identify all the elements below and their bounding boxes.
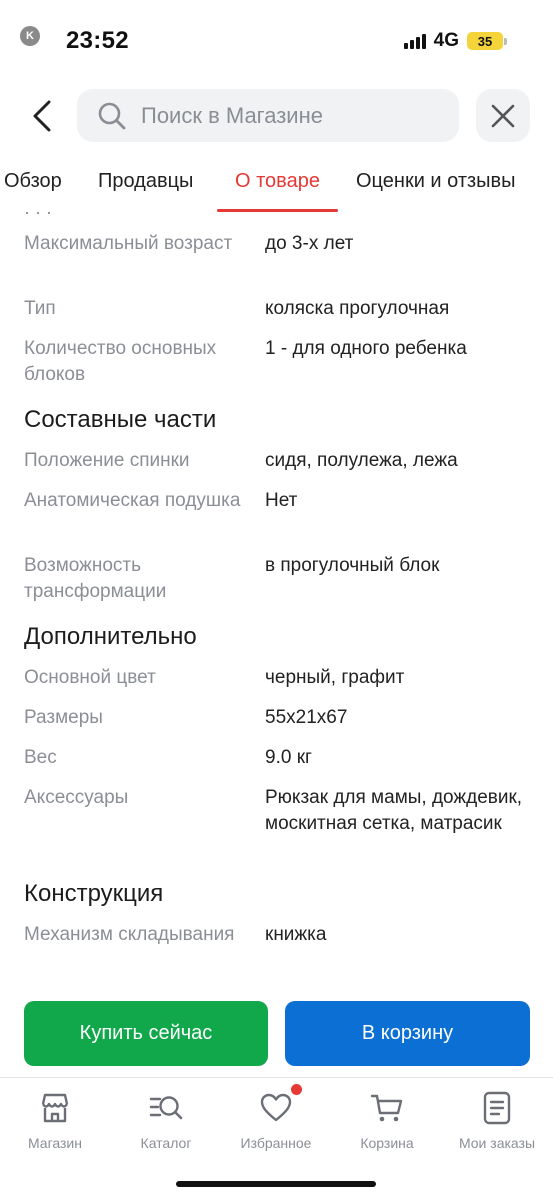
logo-mark-icon: K [20, 26, 40, 46]
nav-item-store[interactable] [5, 1090, 105, 1151]
search-bar[interactable] [77, 89, 459, 142]
specifications-list [0, 212, 553, 988]
source-logo [20, 26, 40, 46]
spec-value: коляска прогулочная [265, 298, 450, 319]
cellular-signal-icon [404, 33, 426, 49]
nav-item-cart[interactable] [337, 1090, 437, 1151]
home-indicator[interactable] [176, 1181, 376, 1187]
clipped-previous-row: · · · [24, 212, 52, 222]
nav-item-favorites[interactable] [226, 1090, 326, 1151]
search-header [0, 88, 553, 144]
close-icon [490, 103, 516, 129]
battery-level: 35 [467, 32, 503, 50]
spec-value: 1 - для одного ребенка [265, 338, 467, 359]
spec-value: сидя, полулежа, лежа [265, 450, 458, 471]
favorites-badge-dot [291, 1084, 302, 1095]
spec-key: Количество основных блоков [24, 338, 217, 385]
network-type: 4G [433, 30, 459, 51]
spec-key: Основной цвет [24, 667, 156, 688]
nav-label: Каталог [140, 1135, 192, 1151]
spec-value: Рюкзак для мамы, дождевик, москитная сетка, матрасик [265, 787, 523, 834]
nav-label: Избранное [240, 1135, 312, 1151]
nav-item-catalog[interactable] [116, 1090, 216, 1151]
orders-icon [479, 1090, 515, 1126]
status-time: 23:52 [66, 27, 129, 54]
store-icon [37, 1090, 73, 1126]
chevron-left-icon [31, 99, 53, 133]
spec-key: Механизм складывания [24, 924, 235, 945]
close-button[interactable] [476, 89, 530, 142]
spec-value: до 3-х лет [265, 233, 354, 254]
spec-value: 55х21х67 [265, 707, 348, 728]
search-input[interactable] [141, 103, 431, 129]
spec-value: Нет [265, 490, 298, 511]
product-tabs [0, 160, 553, 212]
spec-key: Максимальный возраст [24, 233, 233, 254]
search-icon [97, 101, 127, 131]
nav-label: Мои заказы [458, 1135, 536, 1151]
spec-key: Тип [24, 298, 56, 319]
spec-value: в прогулочный блок [265, 555, 440, 576]
section-title: Конструкция [24, 880, 164, 907]
section-title: Составные части [24, 406, 217, 433]
nav-label: Корзина [360, 1135, 414, 1151]
spec-value: книжка [265, 924, 327, 945]
tab-reviews[interactable]: Оценки и отзывы [356, 170, 516, 192]
spec-key: Анатомическая подушка [24, 490, 241, 511]
tab-about-product[interactable]: О товаре [235, 170, 320, 192]
spec-value: черный, графит [265, 667, 405, 688]
cart-icon [369, 1090, 405, 1126]
tab-sellers[interactable]: Продавцы [98, 170, 194, 192]
nav-label: Магазин [27, 1135, 82, 1151]
status-bar [0, 0, 553, 80]
spec-value: 9.0 кг [265, 747, 312, 768]
buy-now-button[interactable]: Купить сейчас [24, 1001, 268, 1066]
add-to-cart-button[interactable]: В корзину [285, 1001, 530, 1066]
catalog-search-icon [148, 1090, 184, 1126]
spec-key: Вес [24, 747, 57, 768]
heart-icon-wrap [258, 1090, 294, 1126]
spec-key: Размеры [24, 707, 103, 728]
heart-icon [258, 1090, 294, 1126]
battery-icon [467, 32, 507, 50]
back-button[interactable] [22, 96, 62, 136]
spec-key: Положение спинки [24, 450, 190, 471]
spec-key: Возможность трансформации [24, 555, 167, 602]
spec-key: Аксессуары [24, 787, 129, 808]
tab-overview[interactable]: Обзор [4, 170, 62, 192]
status-right [404, 30, 507, 52]
nav-item-orders[interactable] [447, 1090, 547, 1151]
section-title: Дополнительно [24, 623, 197, 650]
